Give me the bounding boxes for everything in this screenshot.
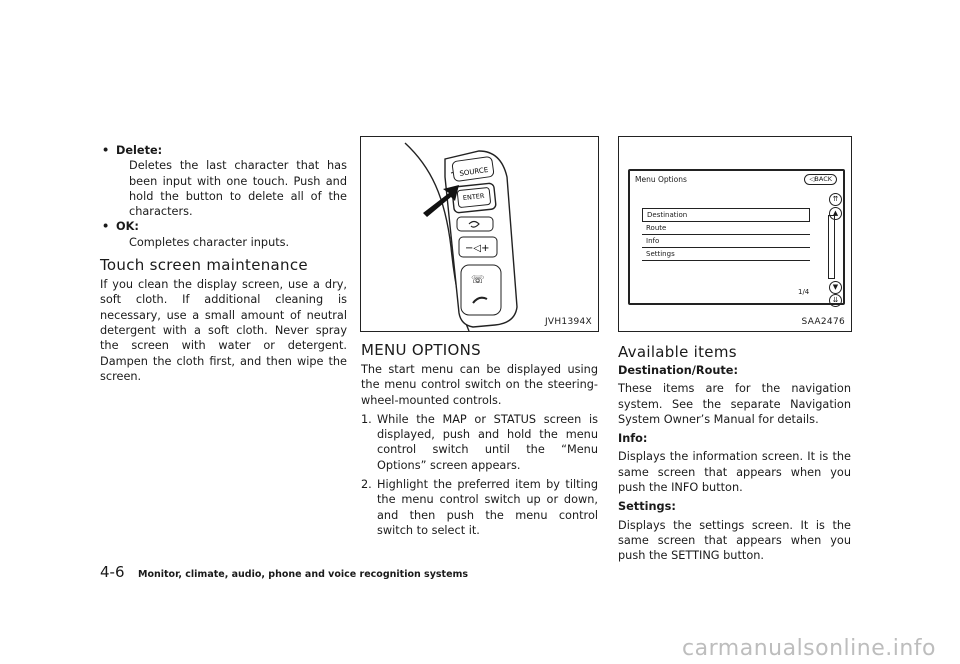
page-number: 4-6 [100,563,125,581]
steering-switch-illustration [361,137,598,331]
menu-list [642,208,810,261]
screen-frame [628,169,845,305]
menu-item-info[interactable] [642,235,810,248]
chapter-title: Monitor, climate, audio, phone and voice recognition systems [138,569,469,580]
bullet-delete [100,143,347,158]
screen-title: Menu Options [635,175,687,184]
left-column [100,143,347,384]
page-last-icon[interactable]: ⇊ [829,294,842,307]
back-icon: ◁ [809,175,815,183]
scrollbar[interactable] [828,215,835,279]
page-footer [100,563,468,581]
section-body: If you clean the display screen, use a dry, soft cloth. If additional cleaning is necessary, use a small amount of neutral detergent with a soft cloth. Never spray the screen with water or detergent. Dampen the cloth first, and then wipe the screen. [100,278,347,383]
figure-id: SAA2476 [801,317,845,327]
menu-options-heading: MENU OPTIONS [361,341,481,359]
entry-label: Settings: [618,500,676,514]
step-text: While the MAP or STATUS screen is displayed, push and hold the menu control switch until the “Menu Options” screen appears. [377,412,598,472]
bullet-label: OK: [116,220,139,234]
bullet-icon: • [102,220,110,234]
right-column [618,343,851,564]
volume-icon: −◁+ [465,243,490,254]
step-text: Highlight the preferred item by tilting the menu control switch up or down, and then push the menu control switch to select it. [377,478,598,537]
enter-button-label: ENTER [462,191,485,203]
menu-item-settings[interactable] [642,248,810,261]
menu-item-route[interactable] [642,222,810,235]
menu-item-label: Info [646,237,660,245]
menu-options-intro: The start menu can be displayed using the menu control switch on the steering-wheel-mounted controls. [361,363,598,407]
source-button-label: SOURCE [458,165,489,178]
menu-item-label: Destination [647,211,688,219]
entry-text: These items are for the navigation system. See the separate Navigation System Owner’s Manual for details. [618,382,851,426]
entry-label: Info: [618,432,648,446]
page-up-icon[interactable]: ▲ [829,207,842,220]
entry-text: Displays the settings screen. It is the same screen that appears when you push the SETTING button. [618,518,851,563]
bullet-text: Deletes the last character that has been input with one touch. Push and hold the button to delete all of the characters. [129,159,347,219]
section-heading: Touch screen maintenance [100,256,308,275]
menu-item-label: Settings [646,250,675,258]
figure-menu-options-screen [618,136,852,332]
middle-column [361,341,598,538]
bullet-icon: • [102,144,110,157]
step-number: 1. [361,412,372,426]
step-1 [361,412,598,473]
back-button[interactable] [804,174,837,185]
step-2 [361,477,598,538]
page-first-icon[interactable]: ⇈ [829,193,842,206]
available-items-heading: Available items [618,343,737,361]
menu-item-label: Route [646,224,667,232]
page-down-icon[interactable]: ▼ [829,281,842,294]
entry-label: Destination/Route: [618,364,738,377]
figure-id: JVH1394X [544,317,592,327]
bullet-text: Completes character inputs. [129,235,290,249]
voice-icon: ☏ [471,273,485,286]
bullet-ok [100,219,347,234]
page-indicator: 1/4 [798,288,810,296]
menu-item-destination[interactable] [642,208,810,222]
bullet-label: Delete: [116,144,163,157]
back-label: BACK [814,175,832,183]
entry-text: Displays the information screen. It is the same screen that appears when you push the INFO button. [618,450,851,495]
step-number: 2. [361,478,372,492]
figure-steering-switch [360,136,599,332]
watermark: carmanualsonline.info [682,636,936,661]
